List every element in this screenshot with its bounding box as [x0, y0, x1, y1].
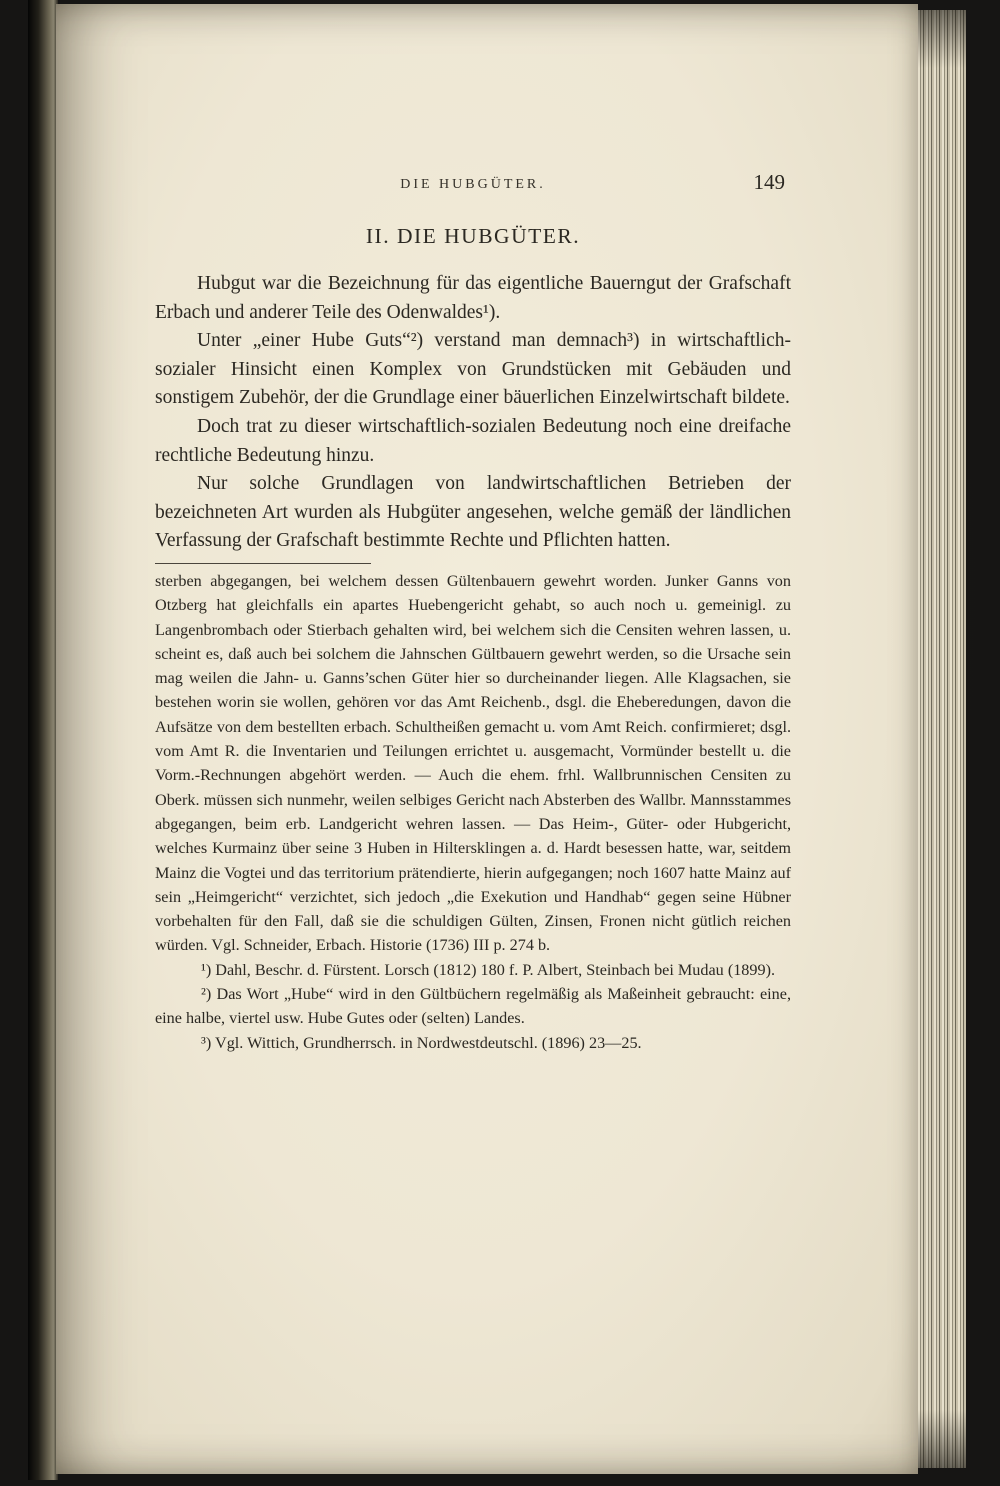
footnote-3: ³) Vgl. Wittich, Grundherrsch. in Nordwestdeutschl. (1896) 23—25. [201, 1033, 642, 1052]
running-header-title: DIE HUBGÜTER. [400, 177, 546, 192]
footnote-continuation: sterben abgegangen, bei welchem dessen Gültenbauern gewehrt worden. Junker Ganns von Otzberg hat gleichfalls ein apartes Huebengericht gehabt, so auch noch u. gemeinigl. zu Langenbrombach oder Stierbach gehalten wird, bei welchem sich die Censiten wehren lassen, u. scheint es, daß auch bei solchem die Jahnschen Gültbauern gewehrt werden, so die Ursache sein mag weilen die Jahn- u. Ganns’schen Güter hier so durcheinander liegen. Alle Klagsachen, sie bestehen worin sie wollen, gehören vor das Amt Reichenb., dsgl. die Eheberedungen, davon die Aufsätze von dem bestellten erbach. Schultheißen gemacht u. vom Amt Reich. confirmieret; dsgl. vom Amt R. die Inventarien und Teilungen errichtet u. ausgemacht, Vormünder bestellt u. die Vorm.-Rechnungen abgehört werden. — Auch die ehem. frhl. Wallbrunnischen Censiten zu Oberk. müssen sich nunmehr, weilen selbiges Gericht nach Absterben des Wallbr. Mannsstammes abgegangen, beim erb. Landgericht wehren lassen. — Das Heim-, Güter- oder Hubgericht, welches Kurmainz über seine 3 Huben in Hiltersklingen a. d. Hardt besessen hatte, war, seitdem Mainz die Vogtei und das territorium prätendierte, hierin aufgegangen; noch 1607 hatte Mainz auf sein „Heimgericht“ verzichtet, sich jedoch „die Exekution und Handhab“ gegen seine Hübner vorbehalten für den Fall, daß sie die schuldigen Gülten, Zinsen, Fronen nicht gütlich reichen würden. Vgl. Schneider, Erbach. Historie (1736) III p. 274 b. [155, 571, 791, 955]
footnote-1: ¹) Dahl, Beschr. d. Fürstent. Lorsch (1812) 180 f. P. Albert, Steinbach bei Mudau (1899). [201, 960, 776, 979]
paragraph-2: Unter „einer Hube Guts“²) verstand man demnach³) in wirtschaftlich-sozialer Hinsicht einen Komplex von Grundstücken mit Gebäuden und sonstigem Zubehör, der die Grundlage einer bäuerlichen Einzelwirtschaft bildete. [155, 330, 791, 409]
section-title: II. DIE HUBGÜTER. [365, 224, 581, 248]
footnote-separator [155, 563, 371, 564]
page-number: 149 [753, 170, 785, 194]
footnote-2: ²) Das Wort „Hube“ wird in den Gültbüchern regelmäßig als Maßeinheit gebraucht: eine, eine halbe, viertel usw. Hube Gutes oder (selten) Landes. [155, 984, 791, 1028]
body-text [155, 270, 791, 556]
stacked-page-edges [918, 10, 966, 1468]
book-page [56, 4, 918, 1474]
paragraph-1: Hubgut war die Bezeichnung für das eigentliche Bauerngut der Grafschaft Erbach und anderer Teile des Odenwaldes¹). [155, 273, 791, 323]
paragraph-3: Doch trat zu dieser wirtschaftlich-sozialen Bedeutung noch eine dreifache rechtliche Bedeutung hinzu. [155, 415, 791, 466]
running-header [155, 170, 791, 200]
footnotes [155, 569, 791, 1055]
page-text-area [155, 4, 791, 1055]
paragraph-4: Nur solche Grundlagen von landwirtschaftlichen Betrieben der bezeichneten Art wurden als Hubgüter angesehen, welche gemäß der ländlichen Verfassung der Grafschaft bestimmte Rechte und Pflichten hatten. [155, 473, 791, 552]
adjacent-page-edge [28, 0, 58, 1480]
